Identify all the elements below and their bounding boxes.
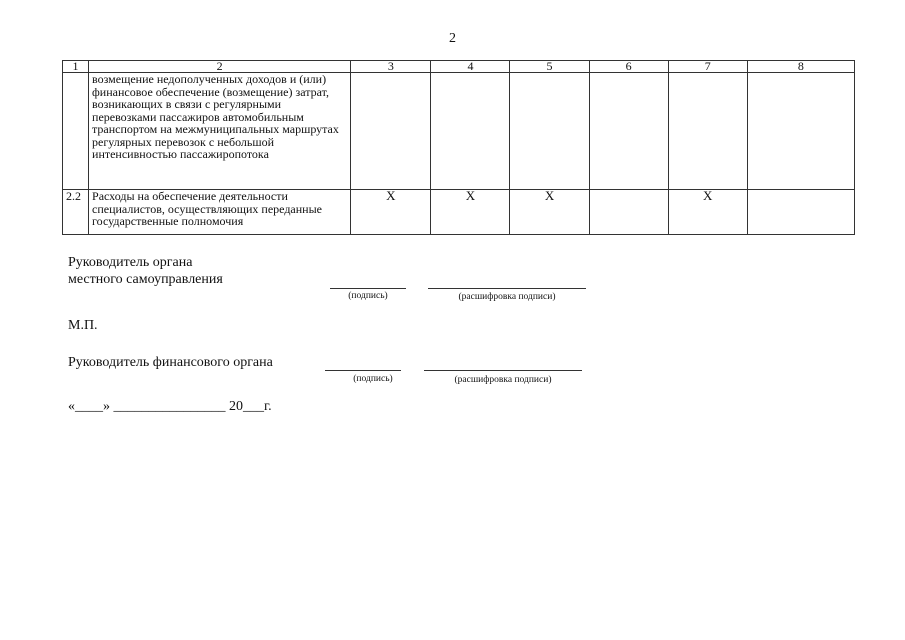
report-table bbox=[62, 60, 855, 235]
signature-caption: (подпись) bbox=[353, 374, 393, 384]
column-header: 4 bbox=[431, 61, 510, 73]
column-header: 6 bbox=[589, 61, 668, 73]
table-cell: X bbox=[431, 190, 510, 235]
page-number: 2 bbox=[449, 31, 456, 46]
table-header-row bbox=[63, 61, 855, 73]
column-header: 1 bbox=[63, 61, 89, 73]
head-finance-label: Руководитель финансового органа bbox=[68, 355, 273, 370]
table-cell: X bbox=[668, 190, 747, 235]
stamp-place-label: М.П. bbox=[68, 318, 98, 333]
table-cell bbox=[589, 190, 668, 235]
table-cell bbox=[747, 73, 854, 190]
signature-line bbox=[325, 370, 401, 371]
column-header: 7 bbox=[668, 61, 747, 73]
signature-caption: (подпись) bbox=[348, 291, 388, 301]
date-line: «____» ________________ 20___г. bbox=[68, 399, 272, 414]
table-cell: X bbox=[510, 190, 589, 235]
table-cell: X bbox=[351, 190, 431, 235]
table-cell bbox=[351, 73, 431, 190]
table-cell bbox=[510, 73, 589, 190]
row-number: 2.2 bbox=[63, 190, 89, 235]
table-cell bbox=[747, 190, 854, 235]
table-cell bbox=[668, 73, 747, 190]
table-cell bbox=[431, 73, 510, 190]
column-header: 2 bbox=[89, 61, 351, 73]
column-header: 3 bbox=[351, 61, 431, 73]
signature-line bbox=[330, 288, 406, 289]
table-row bbox=[63, 190, 855, 235]
column-header: 5 bbox=[510, 61, 589, 73]
column-header: 8 bbox=[747, 61, 854, 73]
signature-decode-line bbox=[428, 288, 586, 289]
head-local-label-line2: местного самоуправления bbox=[68, 272, 223, 287]
table-cell bbox=[589, 73, 668, 190]
signature-decode-caption: (расшифровка подписи) bbox=[458, 292, 556, 302]
signature-decode-line bbox=[424, 370, 582, 371]
row-description: возмещение недополученных доходов и (или) финансовое обеспечение (возмещение) затрат, возникающих в связи с регулярными перевозками пассажиров автомобильным транспортом на межмуниципальных маршрутах регулярных перевозок с небольшой интенсивностью пассажиропотока bbox=[89, 73, 351, 190]
row-description: Расходы на обеспечение деятельности специалистов, осуществляющих переданные государственные полномочия bbox=[89, 190, 351, 235]
head-local-label-line1: Руководитель органа bbox=[68, 255, 193, 270]
signature-decode-caption: (расшифровка подписи) bbox=[454, 375, 552, 385]
row-number bbox=[63, 73, 89, 190]
table-row bbox=[63, 73, 855, 190]
